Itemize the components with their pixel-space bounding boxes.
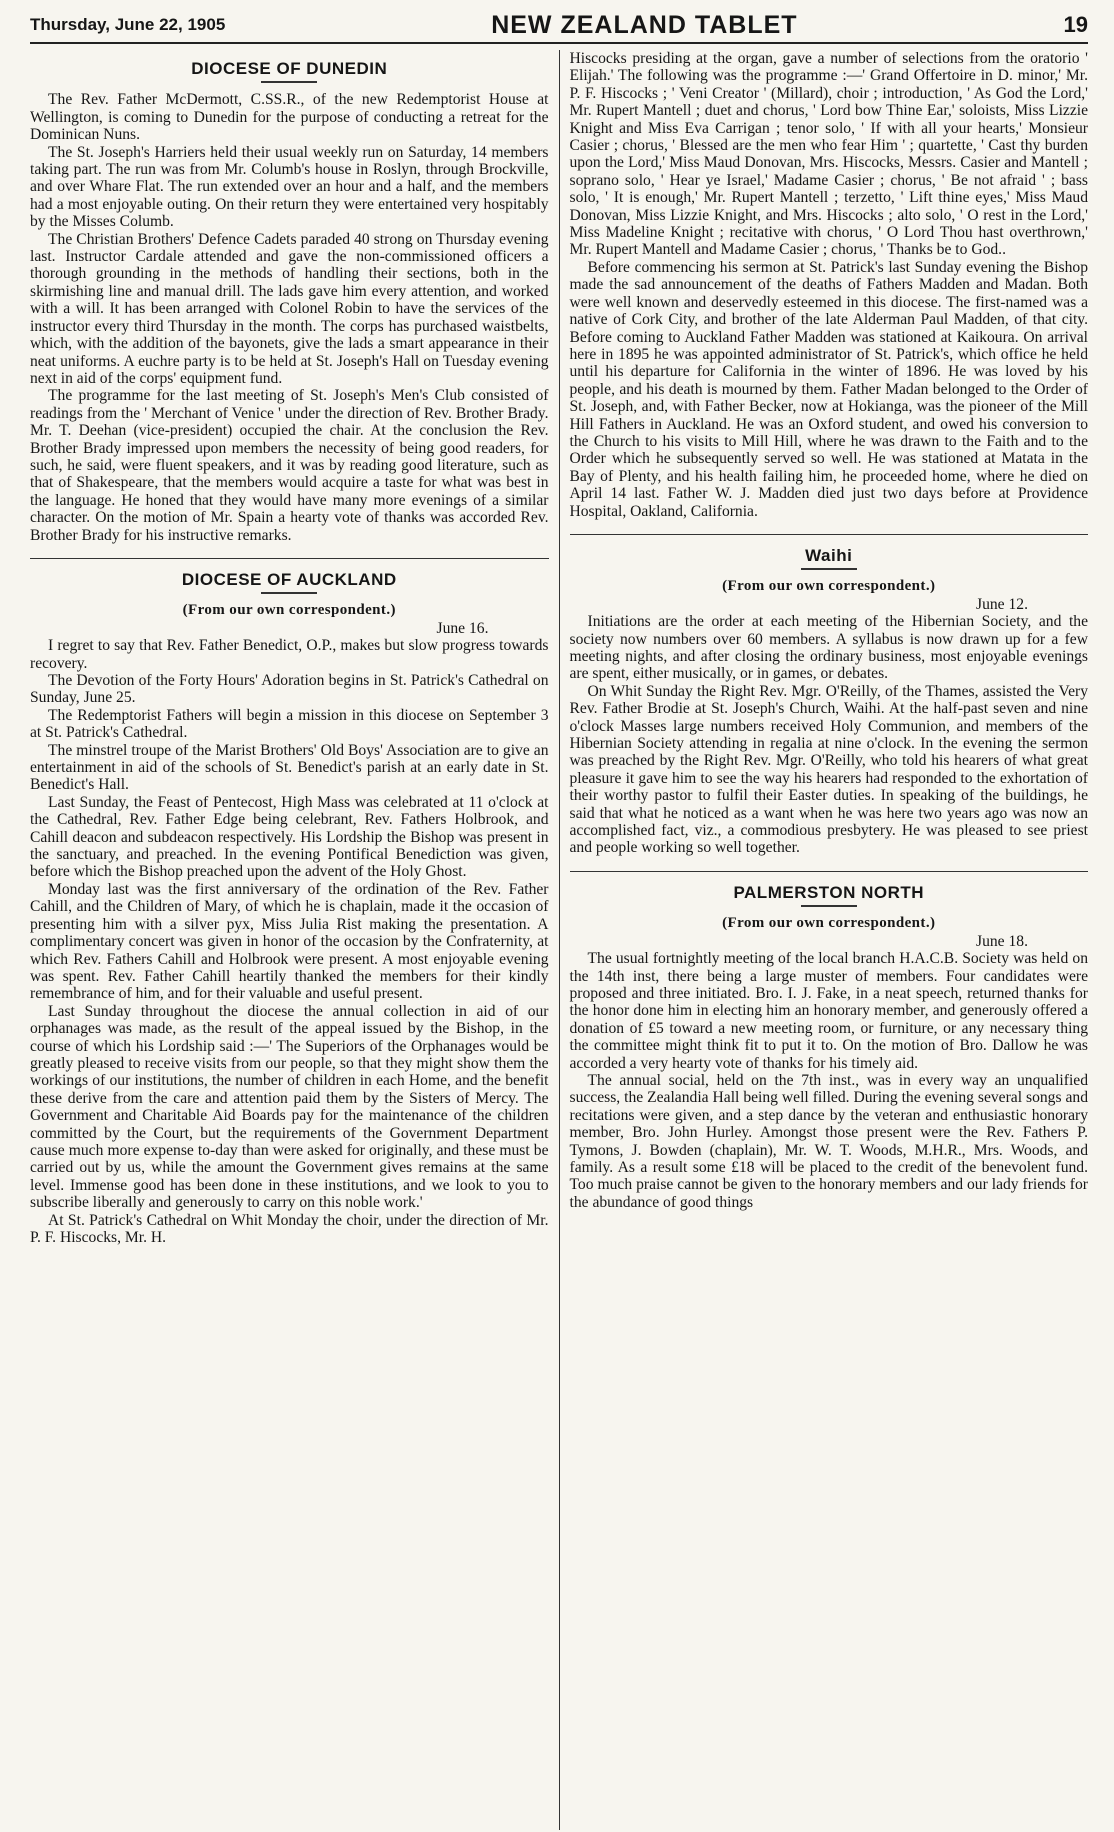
waihi-dateline: June 12. [976, 595, 1028, 613]
auckland-paragraph: The minstrel troupe of the Marist Brothers' Old Boys' Association are to give an entertainment in aid of the schools of St. Benedict's parish at an early date in St. Benedict's Hall. [30, 741, 549, 794]
auckland-heading: DIOCESE OF AUCKLAND [181, 569, 397, 589]
section-divider [570, 871, 1089, 872]
waihi-heading: Waihi [805, 545, 853, 565]
right-column [559, 50, 1089, 1830]
section-divider [570, 534, 1089, 535]
waihi-subheading: (From our own correspondent.) [722, 578, 936, 595]
madden-paragraph: Before commencing his sermon at St. Patrick's last Sunday evening the Bishop made the sad announcement of the deaths of Fathers Madden and Madan. Both were well known and deservedly esteemed in this diocese. The first-named was a native of Cork City, and brother of the late Alderman Paul Madden, of that city. Before coming to Auckland Father Madden was stationed at Kaikoura. On arrival here in 1895 he was appointed administrator of St. Patrick's, which office he held until his departure for California in the winter of 1896. He was loved by his people, and his death is mourned by them. Father Madan belonged to the Order of St. Joseph, and, with Father Becker, now at Hokianga, was the pioneer of the Mill Hill Fathers in Auckland. He was an Oxford student, and owed his conversion to the Church to his visits to Mill Hill, where he was drawn to the Faith and to the Order which he subsequently served so well. He was stationed at Matata in the Bay of Plenty, and his health failing him, he proceeded home, where he died on April 14 last. Father W. J. Madden died just two days before at Providence Hospital, Oakland, California. [569, 258, 1088, 520]
dunedin-heading: DIOCESE OF DUNEDIN [191, 59, 388, 78]
masthead [30, 8, 1088, 44]
page-number: 19 [1063, 12, 1088, 37]
palmerston-dateline: June 18. [976, 932, 1028, 950]
section-divider [30, 558, 549, 559]
auckland-paragraph: The Redemptorist Fathers will begin a mission in this diocese on September 3 at St. Patrick's Cathedral. [30, 706, 549, 742]
palmerston-paragraph: The usual fortnightly meeting of the local branch H.A.C.B. Society was held on the 14th inst, there being a large muster of members. Four candidates were proposed and three initiated. Bro. I. J. Fake, in a neat speech, returned thanks for the honor done him in electing him an honorary member, and generously offered a donation of £5 toward a new meeting room, or furniture, or any necessary thing the committee might think fit to put it to. On the motion of Bro. Dallow he was accorded a very hearty vote of thanks for his timely aid. [569, 950, 1088, 1072]
heading-rule [261, 592, 317, 594]
dunedin-paragraph: The Christian Brothers' Defence Cadets paraded 40 strong on Thursday evening last. Instructor Cardale attended and gave the non-commissioned officers a thorough grounding in the methods of handling their sections, both in the skirmishing line and manual drill. The lads gave him every attention, and worked with a will. It has been arranged with Colonel Robin to have the services of the instructor every third Thursday in the month. The corps has purchased waistbelts, which, with the addition of the bayonets, give the lads a smart appearance in their neat uniforms. A euchre party is to be held at St. Joseph's Hall on Tuesday evening next in aid of the corps' equipment fund. [30, 230, 549, 387]
auckland-paragraph: The Devotion of the Forty Hours' Adoration begins in St. Patrick's Cathedral on Sunday, June 25. [30, 672, 549, 707]
palmerston-subheading: (From our own correspondent.) [722, 915, 936, 932]
auckland-subheading: (From our own correspondent.) [182, 602, 396, 619]
auckland-dateline: June 16. [436, 619, 489, 637]
auckland-paragraph: Last Sunday throughout the diocese the annual collection in aid of our orphanages was made, as the result of the appeal issued by the Bishop, in the course of which his Lordship said :—' The Superiors of the Orphanages would be greatly pleased to receive visits from our people, so that they might show them the workings of our institutions, the number of children in each Home, and the benefit these derive from the care and attention paid them by the Sisters of Mercy. The Government and Charitable Aid Boards pay for the maintenance of the children committed by the Court, but the requirements of the Government Department cause much more expense to-day than were asked for originally, and these must be carried out by us, while the amount the Government gives remains at the same level. Immense good has been done in these institutions, and we look to you to subscribe liberally and generously to carry on this noble work.' [30, 1002, 549, 1212]
waihi-paragraph: Initiations are the order at each meeting of the Hibernian Society, and the society now numbers over 60 members. A syllabus is now drawn up for a few meeting nights, and after closing the ordinary business, most enjoyable evenings are spent, either musically, or in games, or debates. [569, 613, 1088, 683]
palmerston-heading: PALMERSTON NORTH [733, 882, 925, 902]
dunedin-paragraph: The programme for the last meeting of St. Joseph's Men's Club consisted of readings from the ' Merchant of Venice ' under the direction of Rev. Brother Brady. Mr. T. Deehan (vice-president) occupied the chair. At the conclusion the Rev. Brother Brady impressed upon members the necessity of being good readers, for such, he said, were fluent speakers, and it was by reading good literature, such as that of Shakespeare, that the members would acquire a taste for what was best in the language. He honed that they would have many more evenings of a similar character. On the motion of Mr. Spain a hearty vote of thanks was accorded Rev. Brother Brady for his instructive remarks. [30, 387, 549, 544]
heading-rule [261, 81, 317, 83]
dunedin-paragraph: The Rev. Father McDermott, C.SS.R., of the new Redemptorist House at Wellington, is coming to Dunedin for the purpose of conducting a retreat for the Dominican Nuns. [30, 91, 549, 144]
heading-rule [801, 905, 857, 907]
heading-rule [801, 568, 857, 570]
dunedin-paragraph: The St. Joseph's Harriers held their usual weekly run on Saturday, 14 members taking part. The run was from Mr. Columb's house in Roslyn, through Brockville, and over Whare Flat. The run extended over an hour and a half, and the members had a most enjoyable outing. On their return they were entertained very hospitably by the Misses Columb. [30, 143, 549, 231]
auckland-paragraph: I regret to say that Rev. Father Benedict, O.P., makes but slow progress towards recovery. [30, 637, 549, 672]
continued-paragraph: Hiscocks presiding at the organ, gave a number of selections from the oratorio ' Elijah.' The following was the programme :—' Grand Offertoire in D. minor,' Mr. P. F. Hiscocks ; ' Veni Creator ' (Millard), choir ; introduction, ' As God the Lord,' Mr. Rupert Mantell ; duet and chorus, ' Lord bow Thine Ear,' soloists, Miss Lizzie Knight and Miss Eva Carrigan ; tenor solo, ' If with all your hearts,' Monsieur Casier ; chorus, ' Blessed are the men who fear Him ' ; quartette, ' Cast thy burden upon the Lord,' Miss Maud Donovan, Mrs. Hiscocks, Messrs. Casier and Mantell ; soprano solo, ' Hear ye Israel,' Madame Casier ; chorus, ' Be not afraid ' ; bass solo, ' It is enough,' Mr. Rupert Mantell ; terzetto, ' Lift thine eyes,' Miss Maud Donovan, Miss Lizzie Knight, and Mrs. Hiscocks ; alto solo, ' O rest in the Lord,' Miss Madeline Knight ; recitative with chorus, ' O Lord Thou hast overthrown,' Mr. Rupert Mantell and Madame Casier ; chorus, ' Thanks be to God.. [569, 50, 1088, 259]
newspaper-title: NEW ZEALAND TABLET [491, 10, 798, 39]
columns [30, 50, 1088, 1830]
left-column [30, 50, 559, 1830]
auckland-paragraph: At St. Patrick's Cathedral on Whit Monday the choir, under the direction of Mr. P. F. Hiscocks, Mr. H. [30, 1211, 549, 1246]
auckland-paragraph: Last Sunday, the Feast of Pentecost, High Mass was celebrated at 11 o'clock at the Cathedral, Rev. Father Edge being celebrant, Rev. Fathers Holbrook, and Cahill deacon and subdeacon respectively. His Lordship the Bishop was present in the sanctuary, and preached. In the evening Pontifical Benediction was given, before which the Bishop preached upon the advent of the Holy Ghost. [30, 793, 549, 881]
waihi-paragraph: On Whit Sunday the Right Rev. Mgr. O'Reilly, of the Thames, assisted the Very Rev. Father Brodie at St. Joseph's Church, Waihi. At the half-past seven and nine o'clock Masses large numbers received Holy Communion, and members of the Hibernian Society attending in regalia at nine o'clock. In the evening the sermon was preached by the Right Rev. Mgr. O'Reilly, who told his hearers of what great pleasure it gave him to see the way his hearers had responded to the exhortation of their worthy pastor to fulfil their Easter duties. In speaking of the buildings, he said that what he noticed as a want when he was here two years ago was now an accomplished fact, viz., a commodious presbytery. He was pleased to see priest and people working so well together. [569, 682, 1088, 857]
issue-date: Thursday, June 22, 1905 [30, 15, 226, 34]
auckland-paragraph: Monday last was the first anniversary of the ordination of the Rev. Father Cahill, and the Children of Mary, of which he is chaplain, made it the occasion of presenting him with a silver pyx, Miss Julia Rist making the presentation. A complimentary concert was given in honor of the occasion by the Confraternity, at which Rev. Fathers Cahill and Holbrook were present. A most enjoyable evening was spent. Rev. Father Cahill heartily thanked the members for their kindly remembrance of him, and for their valuable and useful present. [30, 880, 549, 1003]
palmerston-paragraph: The annual social, held on the 7th inst., was in every way an unqualified success, the Zealandia Hall being well filled. During the evening several songs and recitations were given, and a step dance by the veteran and enthusiastic honorary member, Bro. John Hurley. Amongst those present were the Rev. Fathers P. Tymons, J. Bowden (chaplain), Mr. W. T. Woods, M.H.R., Mrs. Woods, and family. As a result some £18 will be placed to the credit of the benevolent fund. Too much praise cannot be given to the honorary members and our lady friends for the abundance of good things [569, 1071, 1088, 1211]
